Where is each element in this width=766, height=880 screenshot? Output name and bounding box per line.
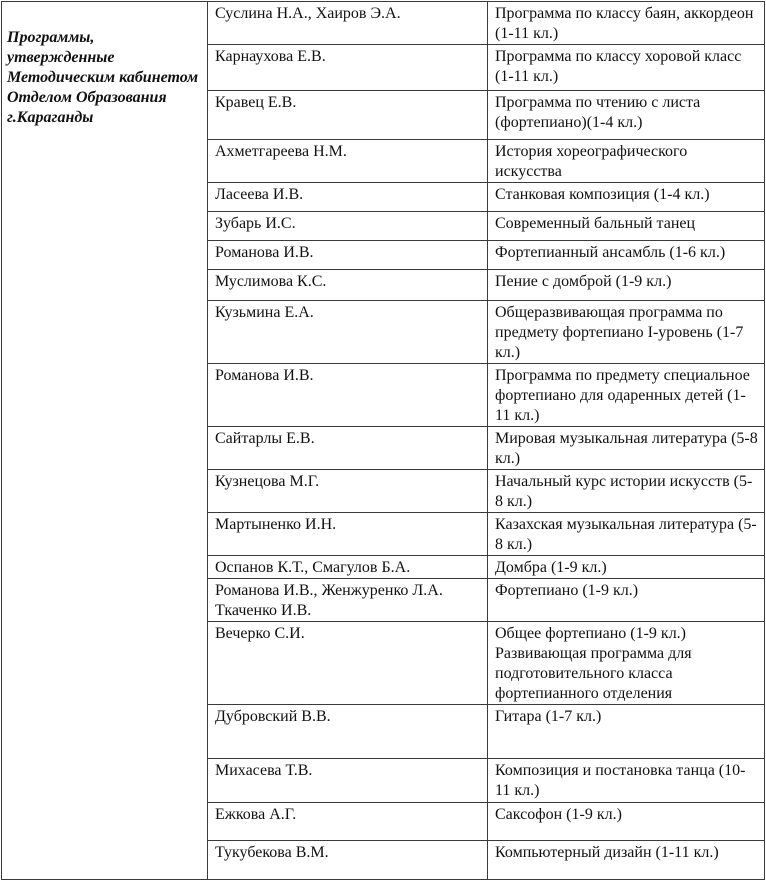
program-cell: Начальный курс истории искусств (5-8 кл.) xyxy=(488,470,765,513)
author-cell: Сайтарлы Е.В. xyxy=(208,427,488,470)
program-cell: Фортепианный ансамбль (1-6 кл.) xyxy=(488,241,765,270)
author-cell: Кузьмина Е.А. xyxy=(208,301,488,364)
author-cell: Михасева Т.В. xyxy=(208,759,488,803)
program-cell: Общее фортепиано (1-9 кл.) Развивающая программа для подготовительного класса фортепианного отделения xyxy=(488,622,765,705)
program-cell: Программа по чтению с листа (фортепиано)(1-4 кл.) xyxy=(488,91,765,140)
author-cell: Тукубекова В.М. xyxy=(208,841,488,880)
author-cell: Зубарь И.С. xyxy=(208,212,488,241)
program-cell: Мировая музыкальная литература (5-8 кл.) xyxy=(488,427,765,470)
program-cell: Саксофон (1-9 кл.) xyxy=(488,803,765,841)
program-cell: Домбра (1-9 кл.) xyxy=(488,556,765,579)
program-cell: Программа по классу хоровой класс (1-11 кл.) xyxy=(488,45,765,91)
program-cell: Фортепиано (1-9 кл.) xyxy=(488,579,765,622)
author-cell: Ахметгареева Н.М. xyxy=(208,140,488,183)
program-cell: Общеразвивающая программа по предмету фортепиано I-уровень (1-7 кл.) xyxy=(488,301,765,364)
program-cell: Композиция и постановка танца (10-11 кл.) xyxy=(488,759,765,803)
author-cell: Оспанов К.Т., Смагулов Б.А. xyxy=(208,556,488,579)
author-cell: Романова И.В. xyxy=(208,364,488,427)
table-row xyxy=(2,2,765,45)
program-cell: Компьютерный дизайн (1-11 кл.) xyxy=(488,841,765,880)
author-cell: Вечерко С.И. xyxy=(208,622,488,705)
section-cell xyxy=(2,2,208,880)
section-label: Программы, утвержденные Методическим кабинетом Отделом Образования г.Караганды xyxy=(7,29,199,126)
program-cell: Станковая композиция (1-4 кл.) xyxy=(488,183,765,212)
author-cell: Суслина Н.А., Хаиров Э.А. xyxy=(208,2,488,45)
author-cell: Муслимова К.С. xyxy=(208,270,488,301)
author-cell: Кузнецова М.Г. xyxy=(208,470,488,513)
author-cell: Романова И.В. xyxy=(208,241,488,270)
program-cell: Пение с домброй (1-9 кл.) xyxy=(488,270,765,301)
author-cell: Карнаухова Е.В. xyxy=(208,45,488,91)
program-cell: Программа по предмету специальное фортепиано для одаренных детей (1-11 кл.) xyxy=(488,364,765,427)
author-cell: Мартыненко И.Н. xyxy=(208,513,488,556)
programs-table xyxy=(1,1,765,880)
author-cell: Романова И.В., Женжуренко Л.А. Ткаченко И.В. xyxy=(208,579,488,622)
author-cell: Ласеева И.В. xyxy=(208,183,488,212)
program-cell: Казахская музыкальная литература (5-8 кл.) xyxy=(488,513,765,556)
author-cell: Дубровский В.В. xyxy=(208,705,488,759)
program-cell: История хореографического искусства xyxy=(488,140,765,183)
program-cell: Гитара (1-7 кл.) xyxy=(488,705,765,759)
author-cell: Кравец Е.В. xyxy=(208,91,488,140)
program-cell: Современный бальный танец xyxy=(488,212,765,241)
author-cell: Ежкова А.Г. xyxy=(208,803,488,841)
program-cell: Программа по классу баян, аккордеон (1-11 кл.) xyxy=(488,2,765,45)
